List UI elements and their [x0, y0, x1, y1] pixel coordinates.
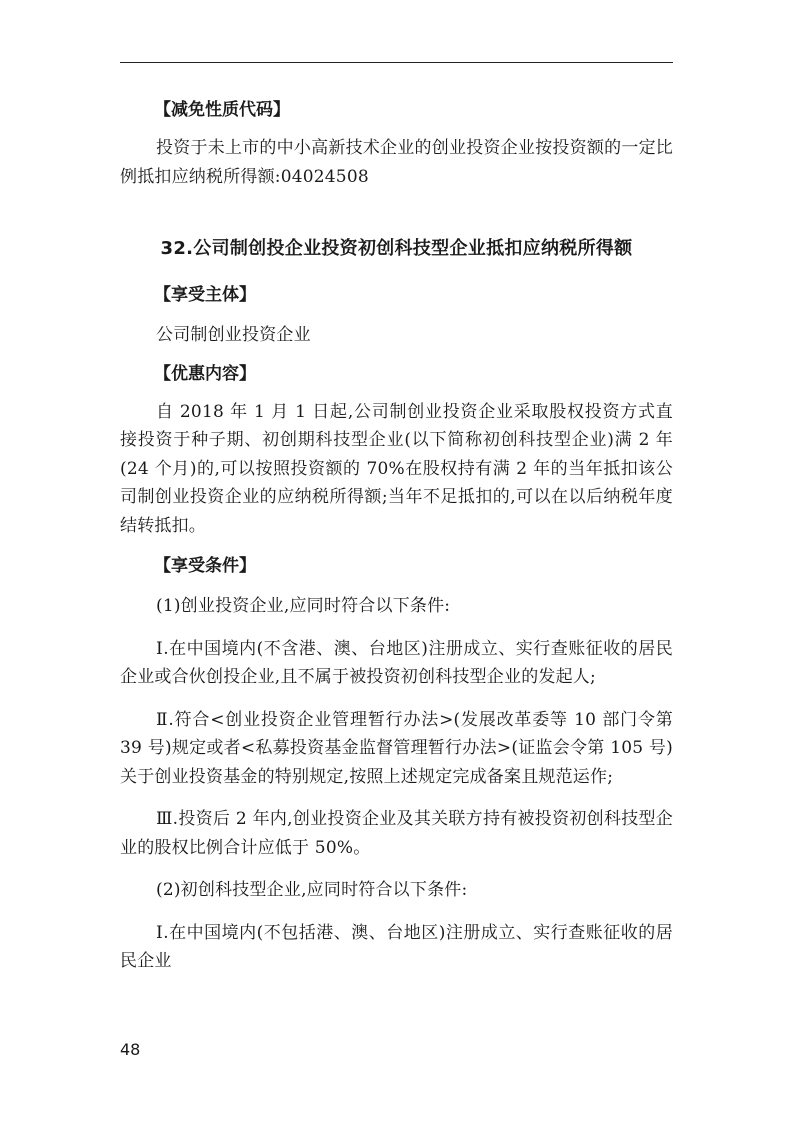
beneficiary-text: 公司制创业投资企业 [156, 325, 311, 345]
condition-item: Ⅰ.在中国境内(不含港、澳、台地区)注册成立、实行查账征收的居民企业或合伙创投企业,且不属于被投资初创科技型企业的发起人; [120, 638, 673, 687]
header-rule [120, 62, 673, 63]
condition-item: Ⅲ.投资后 2 年内,创业投资企业及其关联方持有被投资初创科技型企业的股权比例合计应低于 50%。 [120, 809, 673, 858]
reduction-code-text: 投资于未上市的中小高新技术企业的创业投资企业按投资额的一定比例抵扣应纳税所得额:04024508 [120, 138, 673, 187]
condition-item: (1)创业投资企业,应同时符合以下条件: [156, 596, 451, 616]
condition-item: (2)初创科技型企业,应同时符合以下条件: [156, 880, 468, 900]
page-number: 48 [120, 1040, 141, 1059]
conditions-heading: 【享受条件】 [154, 556, 256, 576]
condition-item: Ⅱ.符合<创业投资企业管理暂行办法>(发展改革委等 10 部门令第 39 号)规定或者<私募投资基金监督管理暂行办法>(证监会令第 105 号)关于创业投资基金的特别规定,按照上述规定完成备案且规范运作; [120, 709, 673, 787]
benefit-text: 自 2018 年 1 月 1 日起,公司制创业投资企业采取股权投资方式直接投资于种子期、初创期科技型企业(以下简称初创科技型企业)满 2 年(24 个月)的,可以按照投资额的 70%在股权持有满 2 年的当年抵扣该公司制创业投资企业的应纳税所得额;当年不足抵扣的,可以在以后纳税年度结转抵扣。 [120, 401, 673, 536]
page-content [120, 96, 673, 976]
benefit-heading: 【优惠内容】 [154, 363, 256, 384]
reduction-code-heading: 【减免性质代码】 [154, 100, 290, 120]
condition-item: Ⅰ.在中国境内(不包括港、澳、台地区)注册成立、实行查账征收的居民企业 [120, 922, 673, 971]
section-title: 32.公司制创投企业投资初创科技型企业抵扣应纳税所得额 [160, 238, 633, 259]
beneficiary-heading: 【享受主体】 [154, 285, 256, 305]
